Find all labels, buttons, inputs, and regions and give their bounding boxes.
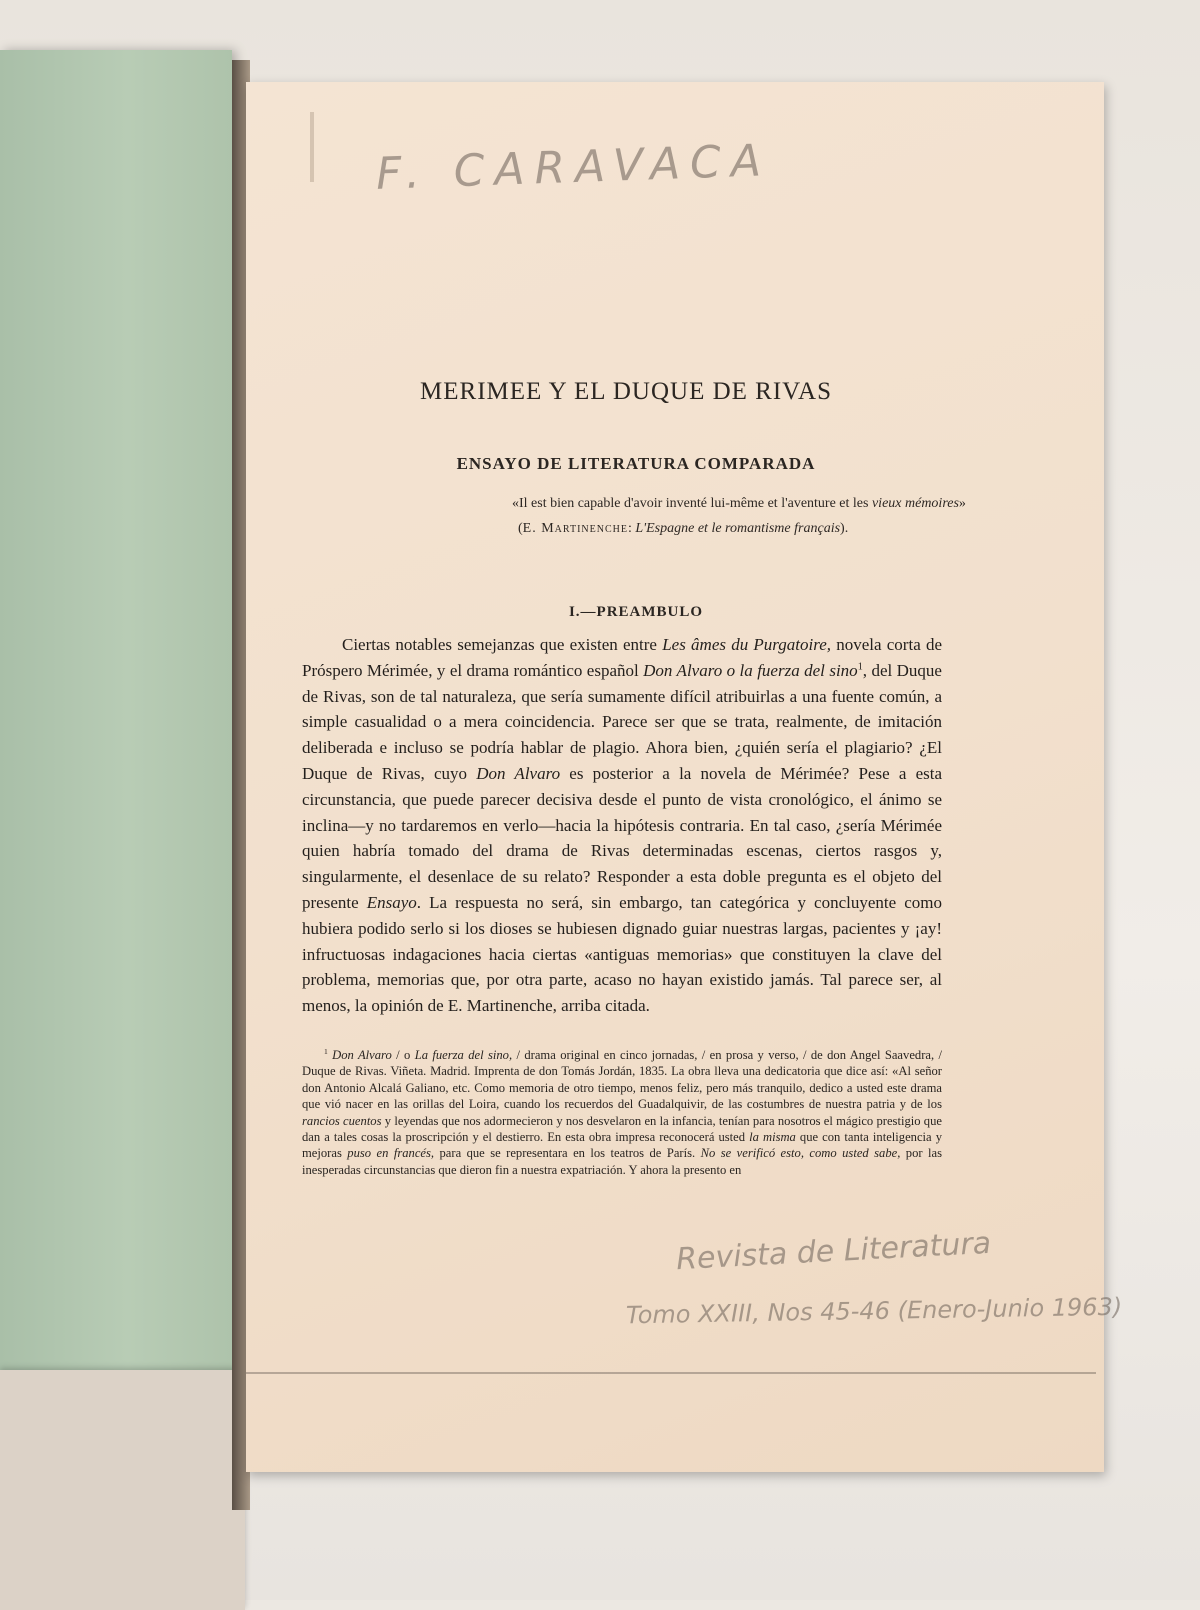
book-cover-green bbox=[0, 50, 232, 1590]
section-heading: I.—PREAMBULO bbox=[568, 604, 704, 620]
epigraph-quote: «Il est bien capable d'avoir inventé lui-même et l'aventure et les vieux mémoires» bbox=[512, 496, 966, 511]
cover-bottom-edge bbox=[0, 1370, 245, 1610]
pencil-owner-inscription: F. CARAVACA bbox=[375, 135, 772, 200]
printed-page bbox=[246, 82, 1123, 1472]
epigraph-source: (E. Martinenche: L'Espagne et le romantisme français). bbox=[518, 521, 849, 536]
footnote-number: 1 bbox=[324, 1046, 328, 1056]
footnote: $^1$ Don Alvaro / o La fuerza del sino, / drama original en cinco jornadas, / en prosa y verso, / de don Angel Saavedra, / Duque de Rivas. Viñeta. Madrid. Imprenta de don Tomás Jordán, 1835. La obra lleva una dedicatoria que dice así: «Al señor don Antonio Alcalá Galiano, etc. Como memoria de otro tiempo, menos feliz, pero más tranquilo, dedico a usted este drama que vió nacer en las orillas del Loira, cuando los recuerdos del Guadalquivir, de las costumbres de nuestra patria y de los rancios cuentos y leyendas que nos adormecieron y nos desvelaron en la infancia, tenían para nosotros el mágico prestigio que dan a tales cosas la proscripción y el destierro. En esta obra impresa reconocerá usted la misma que con tanta inteligencia y mejoras puso en francés, para que se representara en los teatros de París. No se verificó esto, como usted sabe, por las inesperadas circunstancias que dieron fin a nuestra expatriación. Y ahora la presento en bbox=[302, 1046, 943, 1177]
body-paragraph: Ciertas notables semejanzas que existen entre Les âmes du Purgatoire, novela corta de Próspero Mérimée, y el drama romántico español Don Alvaro o la fuerza del sino$^1$, del Duque de Rivas, son de tal naturaleza, que sería sumamente difícil atribuirlas a una fuente común, a simple casualidad o a mera coincidencia. Parece ser que se trata, realmente, de imitación deliberada e incluso se podría hablar de plagio. Ahora bien, ¿quién sería el plagiario? ¿El Duque de Rivas, cuyo Don Alvaro es posterior a la novela de Mérimée? Pese a esta circunstancia, que puede parecer decisiva desde el punto de vista cronológico, el ánimo se inclina—y no tardaremos en verlo—hacia la hipótesis contraria. En tal caso, ¿sería Mérimée quien habría tomado del drama de Rivas determinadas escenas, ciertos rasgos y, singularmente, el desenlace de su relato? Responder a esta doble pregunta es el objeto del presente Ensayo. La respuesta no será, sin embargo, tan categórica y concluyente como hubiera podido serlo si los dioses se hubiesen dignado guiar nuestras largas, pacientes y ¡ay! infructuosas indagaciones hacia ciertas «antiguas memorias» que constituyen la clave del problema, memorias que, por otra parte, acaso no hayan existido jamás. Tal parece ser, al menos, la opinión de E. Martinenche, arriba citada. bbox=[302, 635, 943, 1016]
pencil-volume-inscription: Tomo XXIII, Nos 45-46 (Enero-Junio 1963) bbox=[625, 1292, 1123, 1330]
pencil-review-inscription: Revista de Literatura bbox=[675, 1225, 992, 1278]
epigraph bbox=[512, 494, 1152, 544]
pencil-underline bbox=[246, 1372, 1096, 1374]
article-title: MERIMEE Y EL DUQUE DE RIVAS bbox=[420, 378, 832, 405]
article-subtitle: ENSAYO DE LITERATURA COMPARADA bbox=[456, 454, 816, 473]
page-fold-mark bbox=[310, 112, 314, 182]
footnote-reference: 1 bbox=[857, 661, 863, 673]
